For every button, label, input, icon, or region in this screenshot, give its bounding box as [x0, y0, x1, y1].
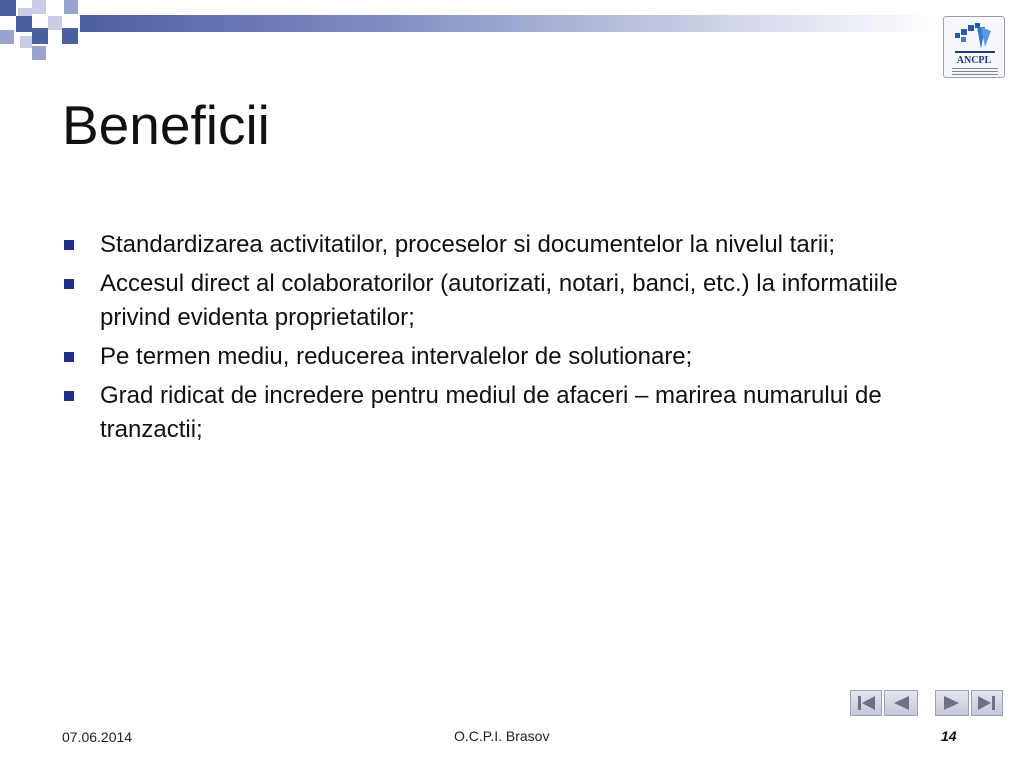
footer-date: 07.06.2014: [62, 729, 133, 745]
decor-square: [62, 28, 78, 44]
decor-square: [0, 30, 14, 44]
first-slide-icon: [851, 691, 881, 715]
square-bullet-icon: [64, 391, 74, 401]
last-slide-icon: [972, 691, 1002, 715]
bullet-item: [62, 340, 942, 374]
bullet-text: Grad ridicat de incredere pentru mediul de afaceri – marirea numarului de tranzactii;: [100, 382, 882, 443]
decor-square: [48, 16, 62, 30]
header-gradient-bar: [80, 15, 940, 32]
decor-square: [20, 36, 32, 48]
first-slide-button[interactable]: [850, 690, 882, 716]
header-decoration: [0, 0, 940, 70]
footer-text: O.C.P.I. Brasov: [454, 728, 550, 744]
logo-mark-icon: [951, 21, 999, 55]
square-bullet-icon: [64, 240, 74, 250]
next-slide-button[interactable]: [935, 690, 969, 716]
decor-square: [0, 0, 16, 16]
bullet-text: Accesul direct al colaboratorilor (autorizati, notari, banci, etc.) la informatiile privind evidenta proprietatilor;: [100, 270, 898, 331]
decor-square: [64, 0, 78, 14]
next-slide-icon: [936, 691, 968, 715]
decor-square: [32, 46, 46, 60]
last-slide-button[interactable]: [971, 690, 1003, 716]
bullet-list: [62, 228, 942, 452]
bullet-text: Pe termen mediu, reducerea intervalelor de solutionare;: [100, 343, 693, 370]
decor-square: [32, 28, 48, 44]
decor-square: [32, 0, 46, 14]
square-bullet-icon: [64, 279, 74, 289]
ancpl-logo-icon: [943, 16, 1005, 78]
bullet-item: [62, 379, 942, 447]
previous-slide-icon: [885, 691, 917, 715]
logo-text: ANCPL: [956, 55, 992, 66]
decor-square: [16, 16, 32, 32]
bullet-text: Standardizarea activitatilor, proceselor si documentelor la nivelul tarii;: [100, 231, 836, 258]
bullet-item: [62, 267, 942, 335]
slide-title: Beneficii: [62, 94, 270, 156]
previous-slide-button[interactable]: [884, 690, 918, 716]
logo-subtext-lines: [952, 68, 998, 76]
bullet-item: [62, 228, 942, 262]
square-bullet-icon: [64, 352, 74, 362]
page-number: 14: [941, 728, 957, 744]
